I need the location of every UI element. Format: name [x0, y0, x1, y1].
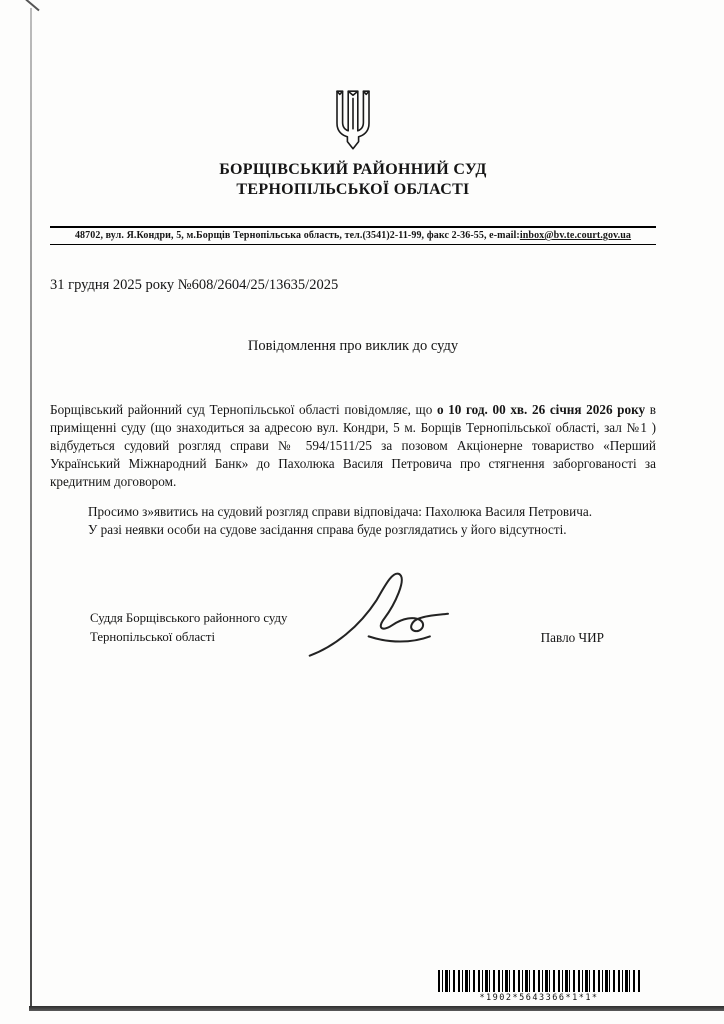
scan-artifact-corner-mark: [25, 0, 39, 11]
court-name-line1: БОРЩІВСЬКИЙ РАЙОННИЙ СУД: [219, 161, 487, 178]
handwritten-signature-icon: [302, 565, 467, 667]
ukraine-trident-icon: [329, 84, 377, 156]
document-date-number: 31 грудня 2025 року №608/2604/25/13635/2025: [50, 277, 339, 293]
body-paragraph-warning: У разі неявки особи на судове засідання справа буде розглядатись у його відсутності.: [88, 522, 567, 537]
body-paragraph-request: Просимо з»явитись на судовий розгляд справи відповідача: Пахолюка Василя Петровича.: [88, 504, 593, 519]
document-title: Повідомлення про виклик до суду: [247, 338, 459, 354]
court-name: [50, 160, 656, 200]
barcode: [438, 970, 640, 1003]
court-address-line: [50, 226, 656, 245]
judge-role: [90, 609, 287, 647]
signature-block: [50, 609, 656, 647]
judge-name: Павло ЧИР: [540, 630, 604, 645]
scan-artifact-left-edge: [30, 8, 32, 1008]
barcode-bars-icon: [438, 970, 640, 992]
judge-role-line2: Тернопільської області: [90, 630, 216, 644]
court-email: inbox@bv.te.court.gov.ua: [519, 230, 632, 241]
document-content: [50, 0, 656, 647]
court-address-text: 48702, вул. Я.Кондри, 5, м.Борщів Тернопільська область, тел.(3541)2-11-99, факс 2-36-55, e-mail:: [74, 230, 520, 241]
body-paragraph-main: Борщівський районний суд Тернопільської області повідомляє, що о 10 год. 00 хв. 26 січня 2026 року в приміщенні суду (що знаходиться за адресою вул. Кондри, 5 м. Борщів Тернопільської області, зал №1 ) відбудеться судовий розгляд справи № 594/1511/25 за позовом Акціонерне товариство «Перший Український Міжнародний Банк» до Пахолюка Василя Петровича про стягнення заборгованості за кредитним договором.: [50, 402, 656, 489]
barcode-text: *1902*5643366*1*1*: [479, 993, 599, 1003]
document-body: [50, 401, 656, 539]
judge-role-line1: Суддя Борщівського районного суду: [90, 611, 288, 625]
court-name-line2: ТЕРНОПІЛЬСЬКОЇ ОБЛАСТІ: [236, 181, 470, 198]
scan-artifact-bottom-edge: [29, 1006, 724, 1011]
